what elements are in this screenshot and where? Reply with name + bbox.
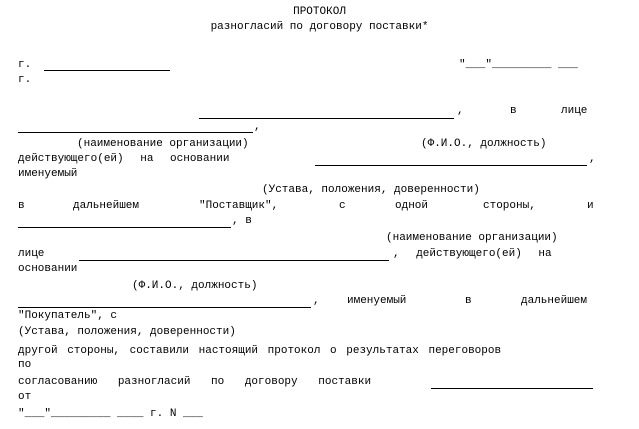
named-label: именуемый bbox=[18, 168, 78, 180]
document-subtitle: разногласий по договору поставки* bbox=[210, 21, 429, 33]
in-person-label: в bbox=[510, 105, 517, 117]
named-word-2: именуемый bbox=[347, 295, 407, 307]
named-word-4: дальнейшем bbox=[521, 295, 588, 307]
named-word-3: в bbox=[465, 295, 472, 307]
supplier-role: "Поставщик", bbox=[199, 200, 279, 212]
further-word-5: одной bbox=[395, 200, 429, 212]
hint-charter-2: (Устава, положения, доверенности) bbox=[18, 326, 236, 338]
comma-3: , bbox=[589, 153, 596, 165]
contract-date-line: "___"_________ ____ г. N ___ bbox=[18, 408, 203, 420]
place-field-line[interactable] bbox=[44, 70, 170, 71]
acting-label: действующего(ей) на основании bbox=[18, 153, 230, 165]
ot-word: от bbox=[18, 391, 32, 403]
agreement-text: согласованию разногласий по договору поставки bbox=[18, 376, 372, 388]
place-prefix: г. bbox=[18, 59, 32, 71]
other-side-text: другой стороны, составили настоящий протокол о результатах переговоров bbox=[18, 345, 502, 357]
buyer-role: "Покупатель", с bbox=[18, 310, 118, 322]
comma-v: , в bbox=[232, 215, 252, 227]
hint-charter: (Устава, положения, доверенности) bbox=[262, 184, 480, 196]
contract-line[interactable] bbox=[431, 388, 593, 389]
hint-org: (наименование организации) bbox=[77, 138, 249, 150]
po-word: по bbox=[18, 359, 32, 371]
hint-org-2: (наименование организации) bbox=[386, 232, 558, 244]
supplier-name-line[interactable] bbox=[199, 118, 454, 119]
hint-fio-2: (Ф.И.О., должность) bbox=[132, 280, 258, 292]
buyer-name-line[interactable] bbox=[18, 227, 231, 228]
buyer-rep-line[interactable] bbox=[79, 260, 389, 261]
face-label: лице bbox=[18, 248, 45, 260]
further-word-7: и bbox=[587, 200, 594, 212]
further-word-4: с bbox=[339, 200, 346, 212]
further-word-1: в bbox=[18, 200, 25, 212]
further-word-2: дальнейшем bbox=[73, 200, 140, 212]
comma-2: , bbox=[254, 121, 261, 133]
year-suffix: г. bbox=[18, 74, 32, 86]
hint-fio: (Ф.И.О., должность) bbox=[421, 138, 547, 150]
comma: , bbox=[457, 105, 464, 117]
buyer-basis-line[interactable] bbox=[18, 307, 311, 308]
acting-label-2: , действующего(ей) на bbox=[393, 248, 552, 260]
supplier-basis-line[interactable] bbox=[315, 165, 587, 166]
named-word-1: , bbox=[313, 295, 327, 307]
supplier-rep-line[interactable] bbox=[18, 132, 253, 133]
date-placeholder: "___"_________ ___ bbox=[459, 59, 578, 71]
document-title: ПРОТОКОЛ bbox=[293, 6, 346, 18]
in-person-label-2: лице bbox=[561, 105, 588, 117]
basis-label: основании bbox=[18, 263, 78, 275]
further-word-6: стороны, bbox=[483, 200, 536, 212]
